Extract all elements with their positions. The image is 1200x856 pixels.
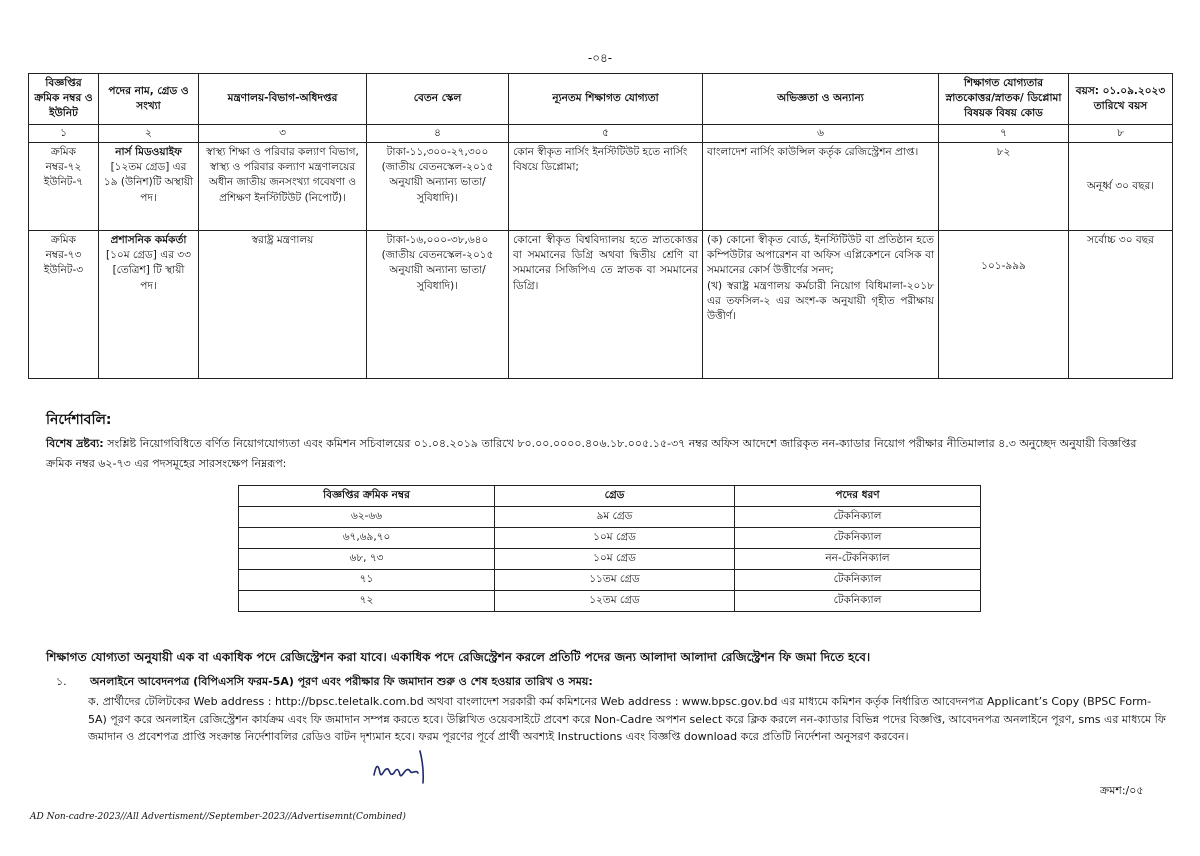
- summary-serial: ৭২: [239, 591, 495, 612]
- header-post: পদের নাম, গ্রেড ও সংখ্যা: [99, 74, 199, 125]
- post-name: প্রশাসনিক কর্মকর্তা: [110, 233, 187, 246]
- summary-header-grade: গ্রেড: [495, 486, 735, 507]
- summary-header-type: পদের ধরণ: [735, 486, 981, 507]
- row-experience: [703, 230, 939, 378]
- footer-path: AD Non-cadre-2023//All Advertisment//September-2023//Advertisemnt(Combined): [30, 812, 406, 822]
- row-post: [99, 230, 199, 378]
- summary-type: নন-টেকনিক্যাল: [735, 549, 981, 570]
- column-number-row: [29, 124, 1173, 142]
- summary-row: [239, 528, 981, 549]
- summary-row: [239, 507, 981, 528]
- summary-serial: ৬২-৬৬: [239, 507, 495, 528]
- header-age: বয়স: ০১.০৯.২০২৩ তারিখে বয়স: [1069, 74, 1173, 125]
- col-number: ৪: [367, 124, 509, 142]
- summary-row: [239, 591, 981, 612]
- row-qualification: কোনো স্বীকৃত বিশ্ববিদ্যালয় হতে স্নাতকোত্তর বা সমমানের ডিগ্রি অথবা দ্বিতীয় শ্রেণি বা সমমানের সিজিপিএ তে স্নাতক বা সমমানের ডিগ্রি।: [509, 230, 703, 378]
- row-qualification: কোন স্বীকৃত নার্সিং ইনস্টিটিউট হতে নার্সিং বিষয়ে ডিপ্লোমা;: [509, 142, 703, 230]
- header-serial: বিজ্ঞপ্তির ক্রমিক নম্বর ও ইউনিট: [29, 74, 99, 125]
- header-ministry: মন্ত্রণালয়-বিভাগ-অধিদপ্তর: [199, 74, 367, 125]
- row-post: [99, 142, 199, 230]
- summary-grade: ১১তম গ্রেড: [495, 570, 735, 591]
- col-number: ২: [99, 124, 199, 142]
- header-subject-code: শিক্ষাগত যোগ্যতার স্নাতকোত্তর/স্নাতক/ ডিপ্লোমা বিষয়ক বিষয় কোড: [939, 74, 1069, 125]
- special-note-text: সংশ্লিষ্ট নিয়োগবিধিতে বর্ণিত নিয়োগযোগ্যতা এবং কমিশন সচিবালয়ের ০১.০৪.২০১৯ তারিখে ৮০.০০.০০০০.৪০৬.১৮.০০৫.১৫-৩৭ নম্বর অফিস আদেশে জারিকৃত নন-ক্যাডার নিয়োগ পরীক্ষার নীতিমালার ৪.৩ অনুচ্ছেদ অনুযায়ী বিজ্ঞপ্তির ক্রমিক নম্বর ৬২-৭৩ এর পদসমূহের সারসংক্ষেপ নিম্নরূপ:: [46, 437, 1137, 471]
- summary-type: টেকনিক্যাল: [735, 570, 981, 591]
- summary-header-row: [239, 486, 981, 507]
- special-note-label: বিশেষ দ্রষ্টব্য:: [46, 437, 104, 450]
- post-name: নার্স মিডওয়াইফ: [115, 145, 182, 158]
- col-number: ৩: [199, 124, 367, 142]
- header-experience: অভিজ্ঞতা ও অন্যান্য: [703, 74, 939, 125]
- signature-image: [368, 745, 448, 785]
- page-number: -০৪-: [587, 51, 613, 65]
- row-age: অনূর্ধ্ব ৩০ বছর।: [1069, 142, 1173, 230]
- header-pay-scale: বেতন স্কেল: [367, 74, 509, 125]
- summary-grade: ১২তম গ্রেড: [495, 591, 735, 612]
- summary-grade: ৯ম গ্রেড: [495, 507, 735, 528]
- post-detail: [১২তম গ্রেড] এর ১৯ (উনিশ)টি অস্থায়ী পদ।: [103, 161, 194, 204]
- experience-item-a: (ক) কোনো স্বীকৃত বোর্ড, ইনস্টিটিউট বা প্রতিষ্ঠান হতে কম্পিউটার অপারেশন বা অফিস এপ্লিকেশনে বেসিক বা সমমানের কোর্স উত্তীর্ণের সনদ;: [707, 233, 934, 277]
- col-number: ৬: [703, 124, 939, 142]
- instruction-paragraph: ক. প্রার্থীদের টেলিটকের Web address : http://bpsc.teletalk.com.bd অথবা বাংলাদেশ সরকারী কর্ম কমিশনের Web address : www.bpsc.gov.bd এর মাধ্যমে কমিশন কর্তৃক নির্ধারিত আবেদনপত্র Applicant’s Copy (BPSC Form-5A) পূরণ করে অনলাইন রেজিস্ট্রেশন কার্যক্রম এবং ফি জমাদান সম্পন্ন করতে হবে। উল্লিখিত ওয়েবসাইটে প্রবেশ করে Non-Cadre অপশন select করে ক্লিক করলে নন-ক্যাডার বিভিন্ন পদের বিজ্ঞপ্তি, আবেদনপত্র অনলাইনে পূরণ, sms এর মাধ্যমে ফি জমাদান ও প্রবেশপত্র প্রাপ্তি সংক্রান্ত নির্দেশাবলির রেডিও বাটন দৃশ্যমান হবে। ফরম পূরণের পূর্বে প্রার্থী অবশ্যই Instructions এবং বিজ্ঞপ্তি download করে প্রতিটি নির্দেশনা অনুসরণ করবেন।: [88, 695, 1166, 744]
- header-qualification: ন্যূনতম শিক্ষাগত যোগ্যতা: [509, 74, 703, 125]
- row-subject-code: ৮২: [939, 142, 1069, 230]
- row-ministry: স্বাস্থ্য শিক্ষা ও পরিবার কল্যাণ বিভাগ, স্বাস্থ্য ও পরিবার কল্যাণ মন্ত্রণালয়ের অধীন জাতীয় জনসংখ্যা গবেষণা ও প্রশিক্ষণ ইনস্টিটিউট (নিপোর্ট)।: [199, 142, 367, 230]
- instruction-point-1: [56, 673, 593, 692]
- summary-table: [238, 485, 981, 612]
- col-number: ৭: [939, 124, 1069, 142]
- summary-type: টেকনিক্যাল: [735, 528, 981, 549]
- table-header-row: [29, 74, 1173, 125]
- summary-serial: ৬৮, ৭৩: [239, 549, 495, 570]
- special-note: [46, 434, 1166, 475]
- summary-row: [239, 570, 981, 591]
- instructions-title: নির্দেশাবলি:: [46, 412, 112, 428]
- table-row: [29, 230, 1173, 378]
- row-pay-scale: টাকা-১১,৩০০-২৭,৩০০ (জাতীয় বেতনস্কেল-২০১৫ অনুযায়ী অন্যান্য ভাতা/ সুবিধাদি)।: [367, 142, 509, 230]
- col-number: ৮: [1069, 124, 1173, 142]
- row-subject-code: ১০১-৯৯৯: [939, 230, 1069, 378]
- table-row: [29, 142, 1173, 230]
- summary-grade: ১০ম গ্রেড: [495, 528, 735, 549]
- row-ministry: স্বরাষ্ট্র মন্ত্রণালয়: [199, 230, 367, 378]
- summary-serial: ৭১: [239, 570, 495, 591]
- experience-item-b: (খ) স্বরাষ্ট্র মন্ত্রণালয় কর্মচারী নিয়োগ বিধিমালা-২০১৮ এর তফসিল-২ এর অংশ-ক অনুযায়ী গৃহীত পরীক্ষায় উত্তীর্ণ।: [707, 279, 934, 322]
- summary-row: [239, 549, 981, 570]
- point-number: ১.: [56, 675, 67, 688]
- posts-table: [28, 73, 1173, 379]
- col-number: ৫: [509, 124, 703, 142]
- summary-type: টেকনিক্যাল: [735, 507, 981, 528]
- post-detail: [১০ম গ্রেড] এর ৩৩ [তেত্রিশ] টি স্থায়ী পদ।: [106, 249, 191, 292]
- summary-serial: ৬৭,৬৯,৭০: [239, 528, 495, 549]
- col-number: ১: [29, 124, 99, 142]
- row-serial: ক্রমিক নম্বর-৭৩ ইউনিট-৩: [29, 230, 99, 378]
- point-heading: অনলাইনে আবেদনপত্র (বিপিএসসি ফরম-5A) পূরণ এবং পরীক্ষার ফি জমাদান শুরু ও শেষ হওয়ার তারিখ ও সময়:: [90, 675, 593, 688]
- summary-grade: ১০ম গ্রেড: [495, 549, 735, 570]
- summary-type: টেকনিক্যাল: [735, 591, 981, 612]
- continued-marker: ক্রমশ:/০৫: [1100, 784, 1144, 797]
- row-serial: ক্রমিক নম্বর-৭২ ইউনিট-৭: [29, 142, 99, 230]
- registration-note: শিক্ষাগত যোগ্যতা অনুযায়ী এক বা একাধিক পদে রেজিস্ট্রেশন করা যাবে। একাধিক পদে রেজিস্ট্রেশন করলে প্রতিটি পদের জন্য আলাদা আলাদা রেজিস্ট্রেশন ফি জমা দিতে হবে।: [46, 650, 871, 664]
- row-age: সর্বোচ্চ ৩০ বছর: [1069, 230, 1173, 378]
- row-pay-scale: টাকা-১৬,০০০-৩৮,৬৪০ (জাতীয় বেতনস্কেল-২০১৫ অনুযায়ী অন্যান্য ভাতা/সুবিধাদি)।: [367, 230, 509, 378]
- summary-header-serial: বিজ্ঞপ্তির ক্রমিক নম্বর: [239, 486, 495, 507]
- row-experience: বাংলাদেশ নার্সিং কাউন্সিল কর্তৃক রেজিস্ট্রেশন প্রাপ্ত।: [703, 142, 939, 230]
